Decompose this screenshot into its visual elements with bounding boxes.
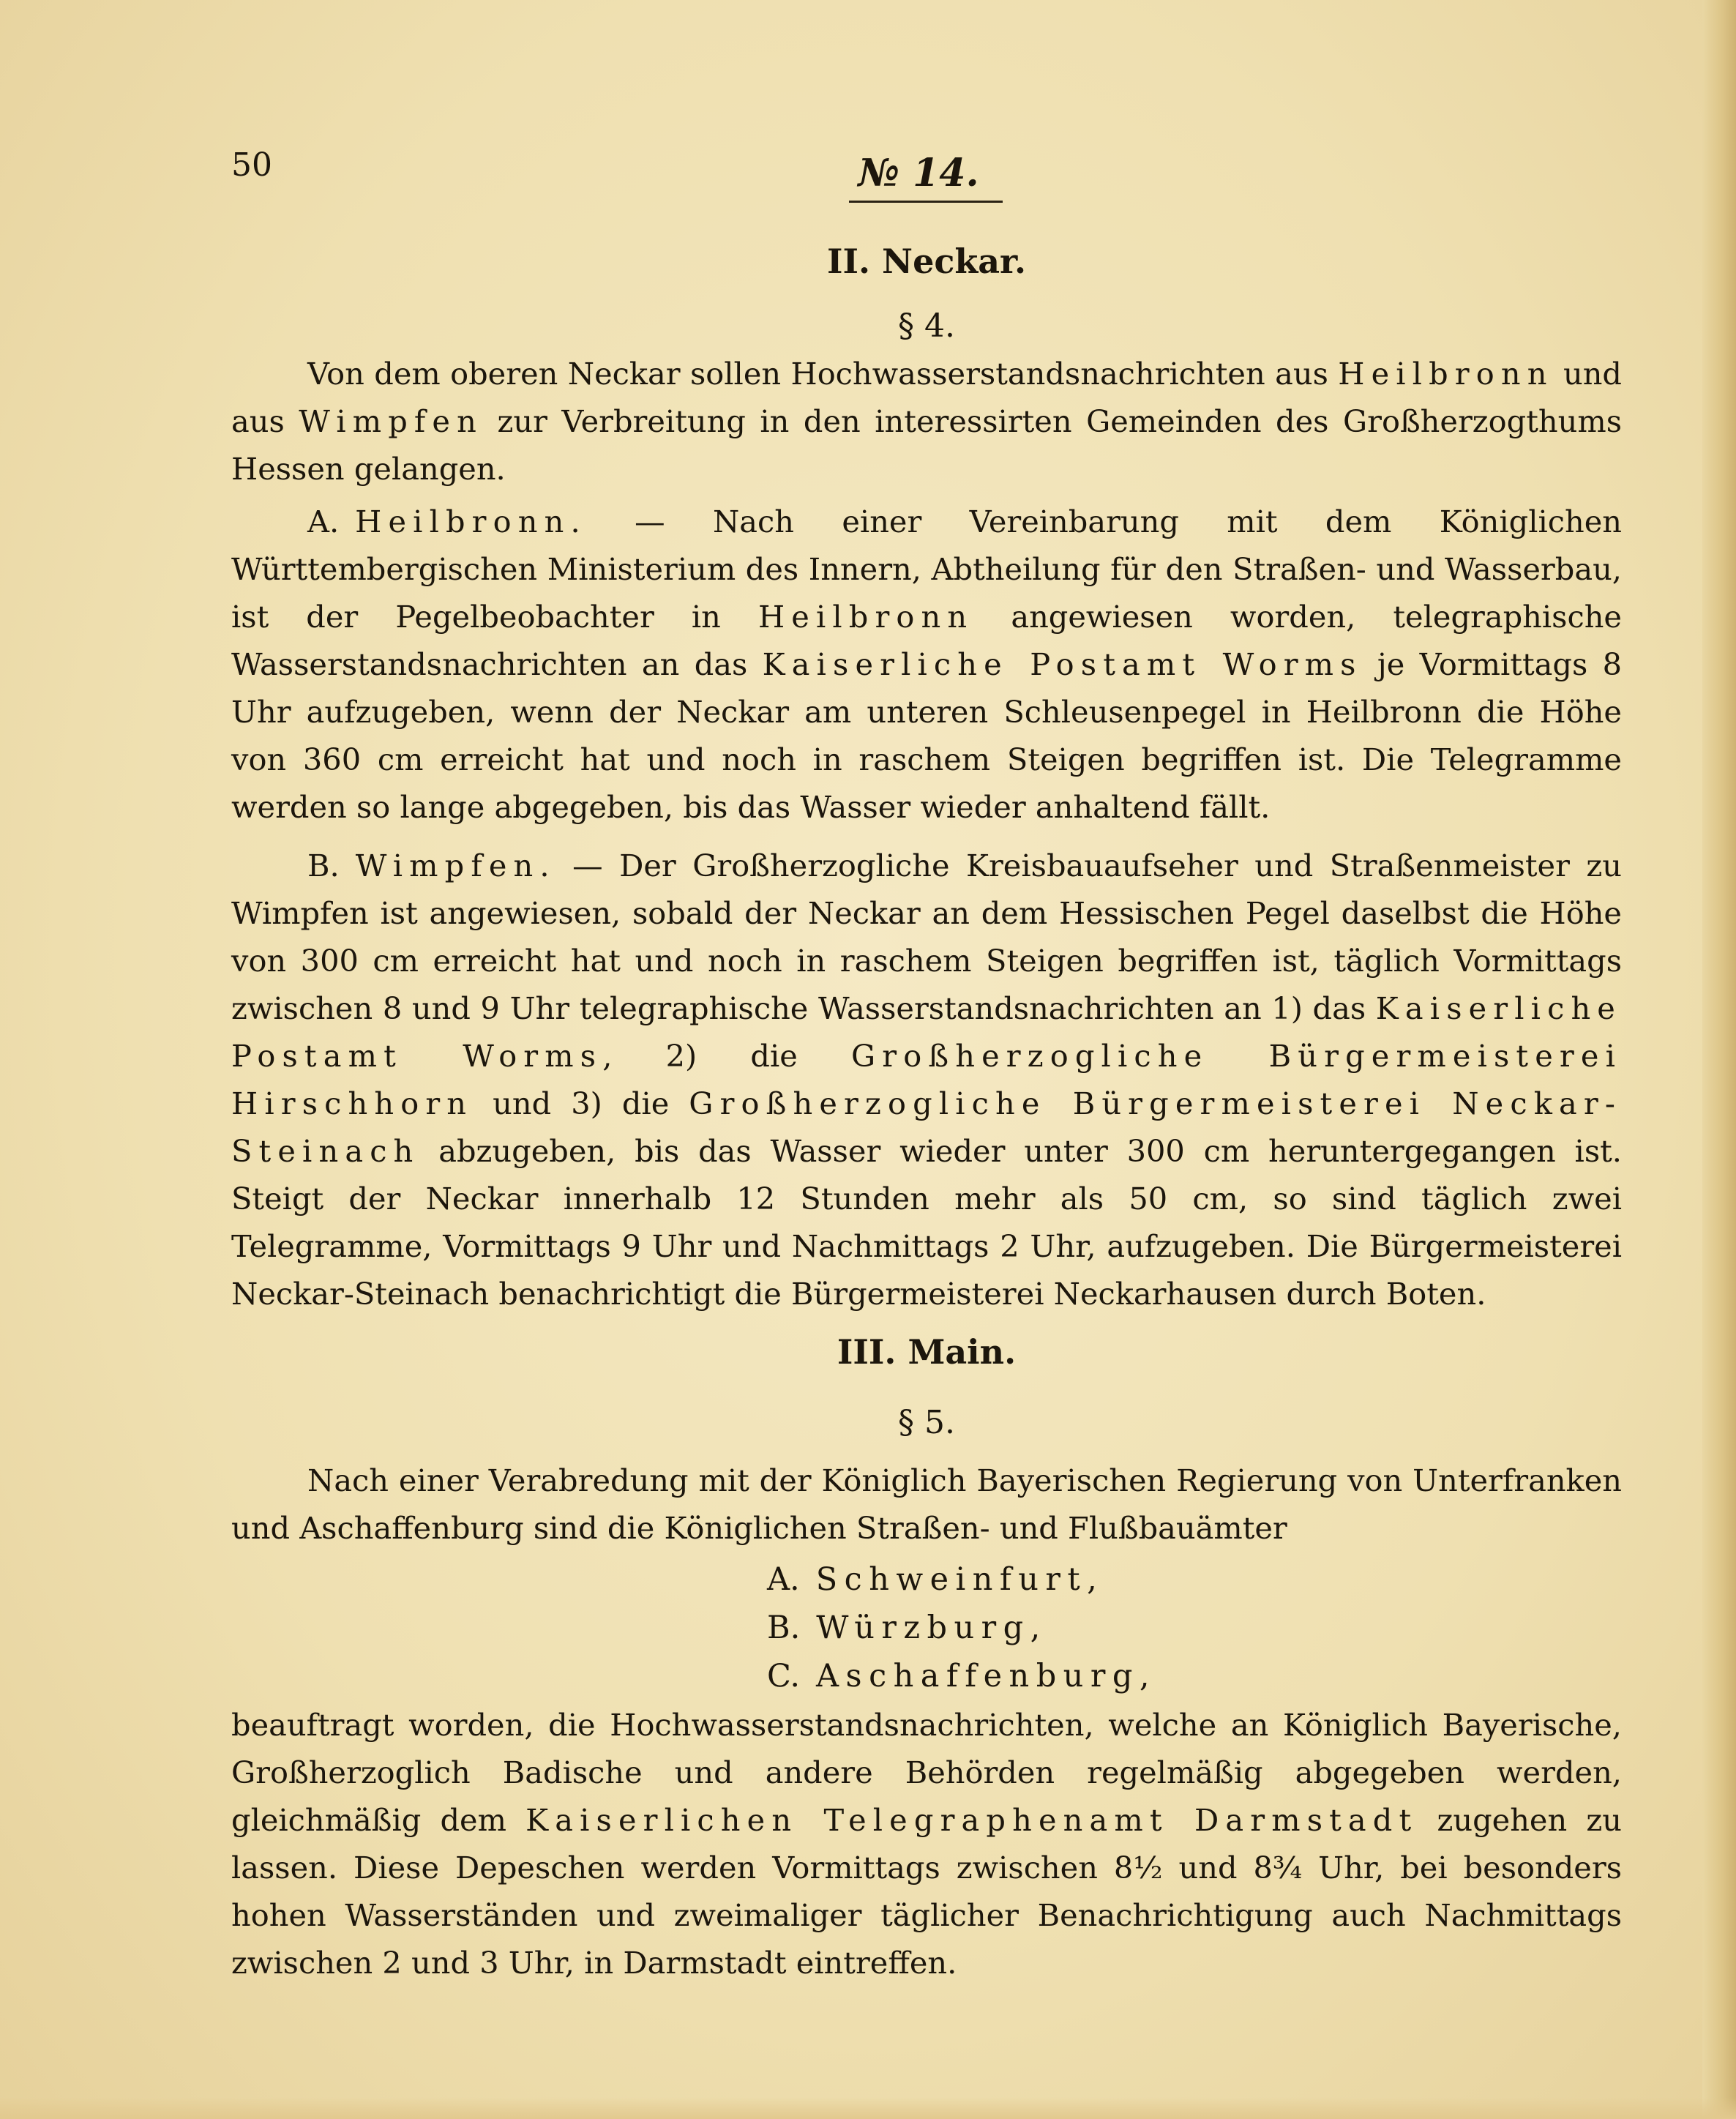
wimpfen-paragraph: B. Wimpfen. — Der Großherzogliche Kreisbauaufseher und Straßenmeister zu Wimpfen ist angewiesen, sobald der Neckar an dem Hessischen Pegel daselbst die Höhe von 300 cm erreicht hat und noch in raschem Steigen begriffen ist, täglich Vormittags zwischen 8 und 9 Uhr telegraphische Wasserstandsnachrichten an 1) das Kaiserliche Postamt Worms, 2) die Großherzogliche Bürgermeisterei Hirschhorn und 3) die Großherzogliche Bürgermeisterei Neckar-Steinach abzugeben, bis das Wasser wieder unter 300 cm heruntergegangen ist. Steigt der Neckar innerhalb 12 Stunden mehr als 50 cm, so sind täglich zwei Telegramme, Vormittags 9 Uhr und Nachmittags 2 Uhr, aufzugeben. Die Bürgermeisterei Neckar-Steinach benachrichtigt die Bürgermeisterei Neckarhausen durch Boten. — [231, 848, 1622, 1312]
item-label: B. — [307, 848, 340, 883]
spaced-office-name: Kaiserliche Postamt Worms — [762, 646, 1363, 682]
item-label: A. — [767, 1561, 800, 1598]
section-heading-main: III. Main. — [837, 1332, 1017, 1372]
section-heading-neckar: II. Neckar. — [826, 242, 1027, 281]
item-label: B. — [767, 1610, 801, 1646]
paragraph-sign-5: § 5. — [898, 1404, 955, 1441]
spaced-place-name: Wimpfen — [299, 403, 483, 439]
spaced-office-name: Kaiserliche Postamt Worms — [231, 990, 1622, 1074]
issue-number: № 14. — [858, 151, 979, 195]
spaced-place-name: Heilbronn — [1338, 356, 1554, 392]
spaced-place-name: Aschaffenburg, — [816, 1658, 1156, 1694]
issue-number-rule — [849, 201, 1003, 203]
spaced-place-name: Würzburg, — [816, 1610, 1047, 1646]
page-number: 50 — [231, 146, 272, 184]
item-label: C. — [767, 1658, 801, 1694]
main-intro-paragraph: Nach einer Verabredung mit der Königlich Bayerischen Regierung von Unterfranken und Aschaffenburg sind die Königlichen Straßen- und Flußbauämter — [231, 1462, 1622, 1546]
office-list-item — [767, 1556, 1104, 1604]
item-label: A. — [307, 504, 340, 539]
spaced-place-name: Heilbronn. — [355, 504, 587, 539]
page-edge-bottom — [0, 2097, 1736, 2119]
spaced-office-name: Kaiserlichen Telegraphenamt Darmstadt — [525, 1802, 1418, 1838]
spaced-place-name: Heilbronn — [757, 599, 974, 635]
neckar-intro-paragraph: Von dem oberen Neckar sollen Hochwasserstandsnachrichten aus Heilbronn und aus Wimpfen zur Verbreitung in den interessirten Gemeinden des Großherzogthums Hessen gelangen. — [231, 356, 1622, 487]
spaced-place-name: Wimpfen. — [355, 848, 556, 883]
spaced-office-name: Großherzogliche Bürgermeisterei Hirschhorn — [231, 1038, 1622, 1121]
spaced-office-name: Großherzogliche Bürgermeisterei Neckar-Steinach — [231, 1085, 1622, 1169]
spaced-place-name: Schweinfurt, — [815, 1561, 1104, 1598]
paragraph-sign-4: § 4. — [898, 307, 955, 345]
office-list-item — [767, 1653, 1156, 1700]
page-edge-right — [1702, 0, 1736, 2119]
heilbronn-paragraph: A. Heilbronn. — Nach einer Vereinbarung mit dem Königlichen Württembergischen Ministerium des Innern, Abtheilung für den Straßen- und Wasserbau, ist der Pegelbeobachter in Heilbronn angewiesen worden, telegraphische Wasserstandsnachrichten an das Kaiserliche Postamt Worms je Vormittags 8 Uhr aufzugeben, wenn der Neckar am unteren Schleusenpegel in Heilbronn die Höhe von 360 cm erreicht hat und noch in raschem Steigen begriffen ist. Die Telegramme werden so lange abgegeben, bis das Wasser wieder anhaltend fällt. — [231, 504, 1622, 825]
office-list-item — [767, 1604, 1047, 1652]
main-closing-paragraph: beauftragt worden, die Hochwasserstandsnachrichten, welche an Königlich Bayerische, Großherzoglich Badische und andere Behörden regelmäßig abgegeben werden, gleichmäßig dem Kaiserlichen Telegraphenamt Darmstadt zugehen zu lassen. Diese Depeschen werden Vormittags zwischen 8½ und 8¾ Uhr, bei besonders hohen Wasserständen und zweimaliger täglicher Benachrichtigung auch Nachmittags zwischen 2 und 3 Uhr, in Darmstadt eintreffen. — [231, 1707, 1622, 1981]
